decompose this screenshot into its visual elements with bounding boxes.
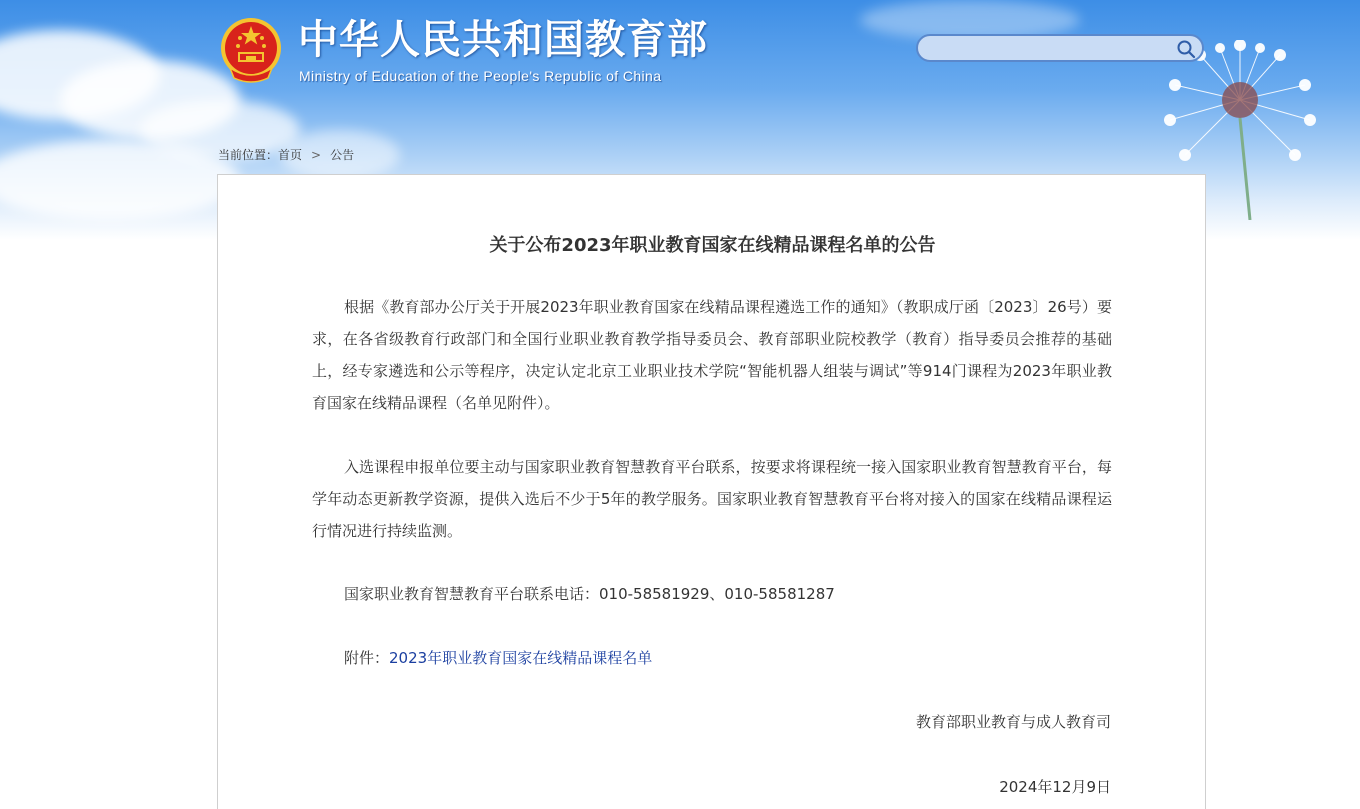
publish-date: 2024年12月9日 (999, 778, 1111, 796)
search-box (916, 34, 1204, 62)
search-input[interactable] (930, 38, 1174, 60)
attachment-label: 附件： (344, 649, 390, 667)
breadcrumb-current-link[interactable]: 公告 (330, 148, 355, 162)
site-subtitle[interactable]: Ministry of Education of the People's Republic of China (299, 68, 662, 84)
search-icon[interactable] (1176, 39, 1196, 59)
national-emblem-icon (218, 16, 284, 86)
breadcrumb-separator: > (311, 148, 322, 162)
attachment-link[interactable]: 2023年职业教育国家在线精品课程名单 (389, 649, 653, 667)
contact-phone-paragraph: 国家职业教育智慧教育平台联系电话：010-58581929、010-58581287 (344, 585, 835, 603)
article-paragraph: 入选课程申报单位要主动与国家职业教育智慧教育平台联系，按要求将课程统一接入国家职业教育智慧教育平台，每学年动态更新教学资源，提供入选后不少于5年的教学服务。国家职业教育智慧教育平台将对接入的国家在线精品课程运行情况进行持续监测。 (312, 458, 1112, 540)
breadcrumb-home-link[interactable]: 首页 (278, 148, 303, 162)
breadcrumb (218, 146, 354, 163)
article-title: 关于公布2023年职业教育国家在线精品课程名单的公告 (489, 235, 936, 256)
breadcrumb-prefix: 当前位置： (218, 148, 279, 162)
issuer: 教育部职业教育与成人教育司 (915, 713, 1111, 731)
cloud-decoration (0, 140, 240, 220)
attachment-paragraph (312, 642, 1112, 674)
site-title[interactable]: 中华人民共和国教育部 (298, 17, 708, 63)
article-container (217, 174, 1206, 809)
article-paragraph: 根据《教育部办公厅关于开展2023年职业教育国家在线精品课程遴选工作的通知》（教职成厅函〔2023〕26号）要求，在各省级教育行政部门和全国行业职业教育教学指导委员会、教育部职业院校教学（教育）指导委员会推荐的基础上，经专家遴选和公示等程序，决定认定北京工业职业技术学院“智能机器人组装与调试”等914门课程为2023年职业教育国家在线精品课程（名单见附件）。 (312, 298, 1112, 412)
